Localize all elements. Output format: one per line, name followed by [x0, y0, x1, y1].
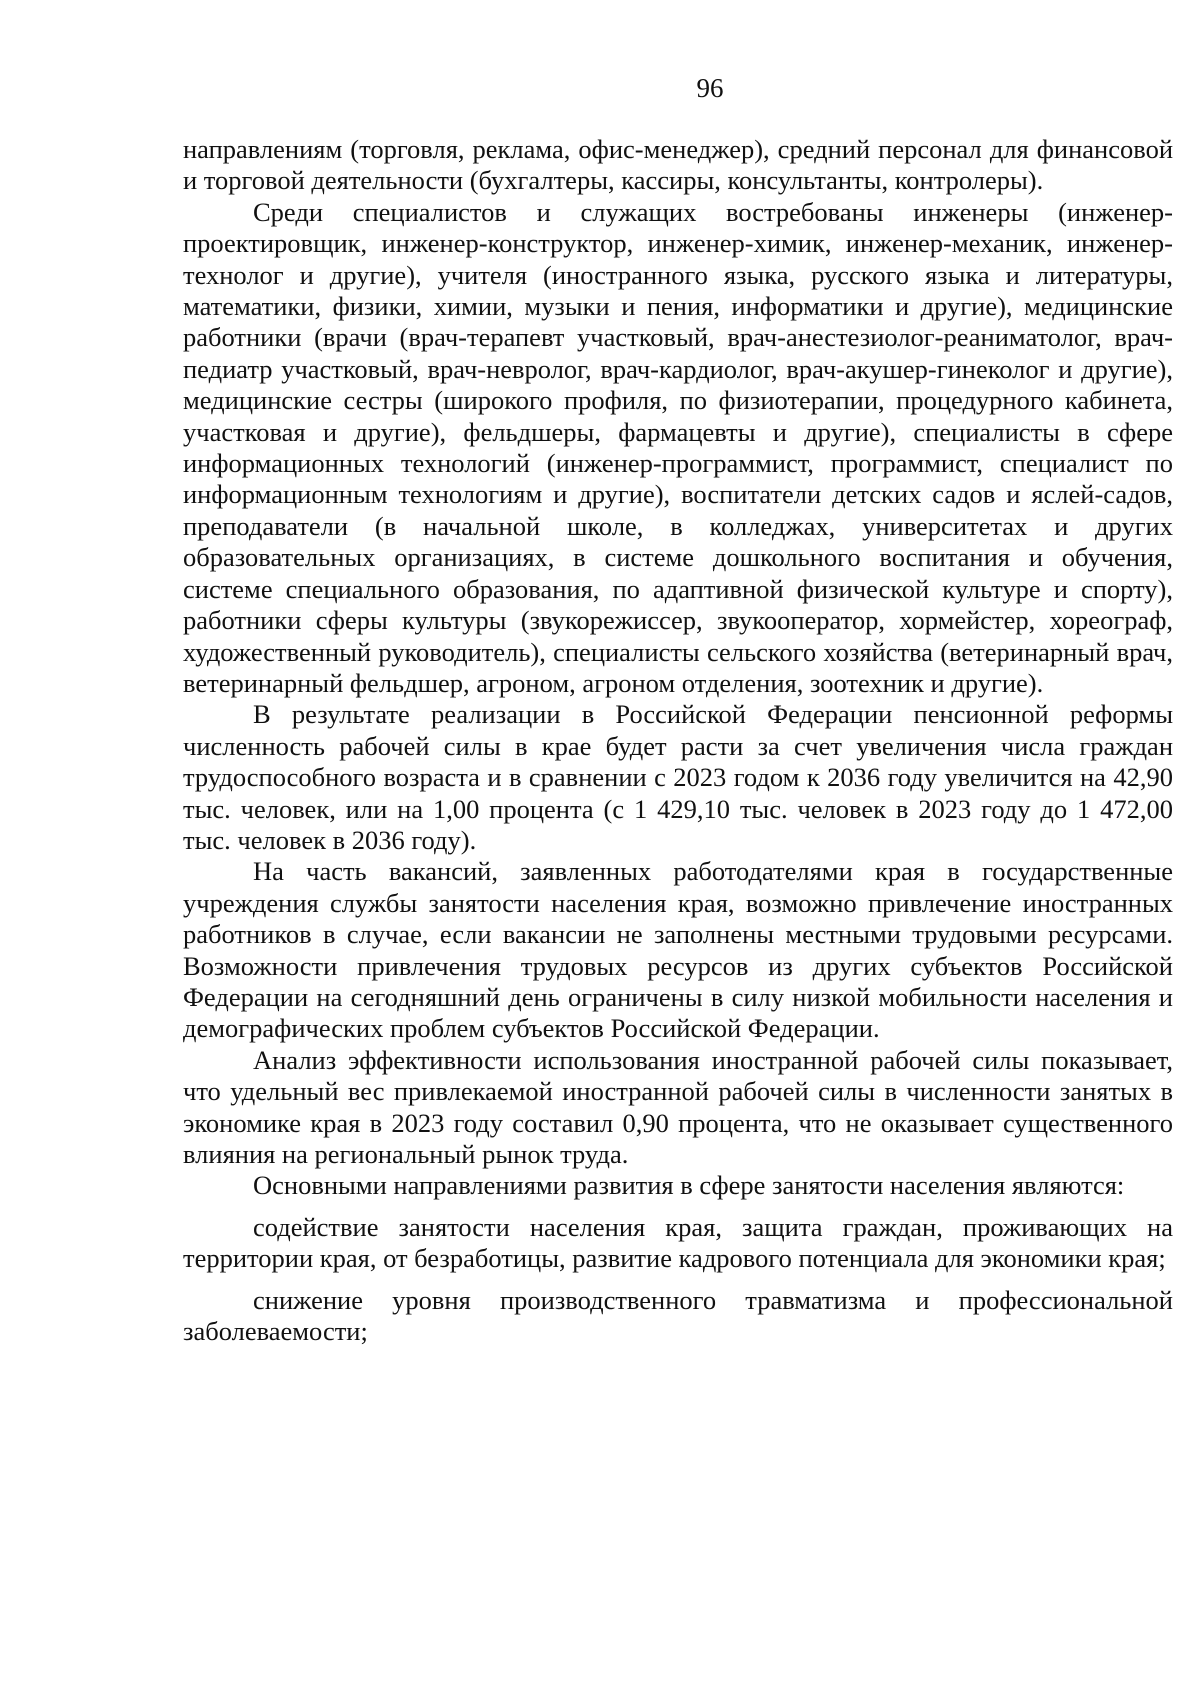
page-body	[183, 134, 1173, 1347]
list-item-employment-assistance: содействие занятости населения края, защита граждан, проживающих на территории края, от безработицы, развитие кадрового потенциала для экономики края;	[183, 1211, 1173, 1274]
paragraph-occupations-continued: направлениям (торговля, реклама, офис-менеджер), средний персонал для финансовой и торговой деятельности (бухгалтеры, кассиры, консультанты, контролеры).	[183, 134, 1173, 196]
paragraph-foreign-workers: На часть вакансий, заявленных работодателями края в государственные учреждения службы занятости населения края, возможно привлечение иностранных работников в случае, если вакансии не заполнены местными трудовыми ресурсами. Возможности привлечения трудовых ресурсов из других субъектов Российской Федерации на сегодняшний день ограничены в силу низкой мобильности населения и демографических проблем субъектов Российской Федерации.	[183, 856, 1173, 1044]
paragraph-foreign-labor-analysis: Анализ эффективности использования иностранной рабочей силы показывает, что удельный вес привлекаемой иностранной рабочей силы в численности занятых в экономике края в 2023 году составил 0,90 процента, что не оказывает существенного влияния на региональный рынок труда.	[183, 1044, 1173, 1169]
page-number: 96	[696, 73, 724, 103]
paragraph-specialists-demand: Среди специалистов и служащих востребованы инженеры (инженер-проектировщик, инженер-конструктор, инженер-химик, инженер-механик, инженер-технолог и другие), учителя (иностранного языка, русского языка и литературы, математики, физики, химии, музыки и пения, информатики и другие), медицинские работники (врачи (врач-терапевт участковый, врач-анестезиолог-реаниматолог, врач-педиатр участковый, врач-невролог, врач-кардиолог, врач-акушер-гинеколог и другие), медицинские сестры (широкого профиля, по физиотерапии, процедурного кабинета, участковая и другие), фельдшеры, фармацевты и другие), специалисты в сфере информационных технологий (инженер-программист, программист, специалист по информационным технологиям и другие), воспитатели детских садов и яслей-садов, преподаватели (в начальной школе, в колледжах, университетах и других образовательных организациях, в системе дошкольного воспитания и обучения, системе специального образования, по адаптивной физической культуре и спорту), работники сферы культуры (звукорежиссер, звукооператор, хормейстер, хореограф, художественный руководитель), специалисты сельского хозяйства (ветеринарный врач, ветеринарный фельдшер, агроном, агроном отделения, зоотехник и другие).	[183, 196, 1173, 698]
paragraph-pension-reform: В результате реализации в Российской Федерации пенсионной реформы численность рабочей силы в крае будет расти за счет увеличения числа граждан трудоспособного возраста и в сравнении с 2023 годом к 2036 году увеличится на 42,90 тыс. человек, или на 1,00 процента (с 1 429,10 тыс. человек в 2023 году до 1 472,00 тыс. человек в 2036 году).	[183, 699, 1173, 855]
paragraph-main-directions: Основными направлениями развития в сфере занятости населения являются:	[253, 1170, 1125, 1201]
list-item-injury-reduction: снижение уровня производственного травматизма и профессиональной заболеваемости;	[183, 1284, 1173, 1347]
